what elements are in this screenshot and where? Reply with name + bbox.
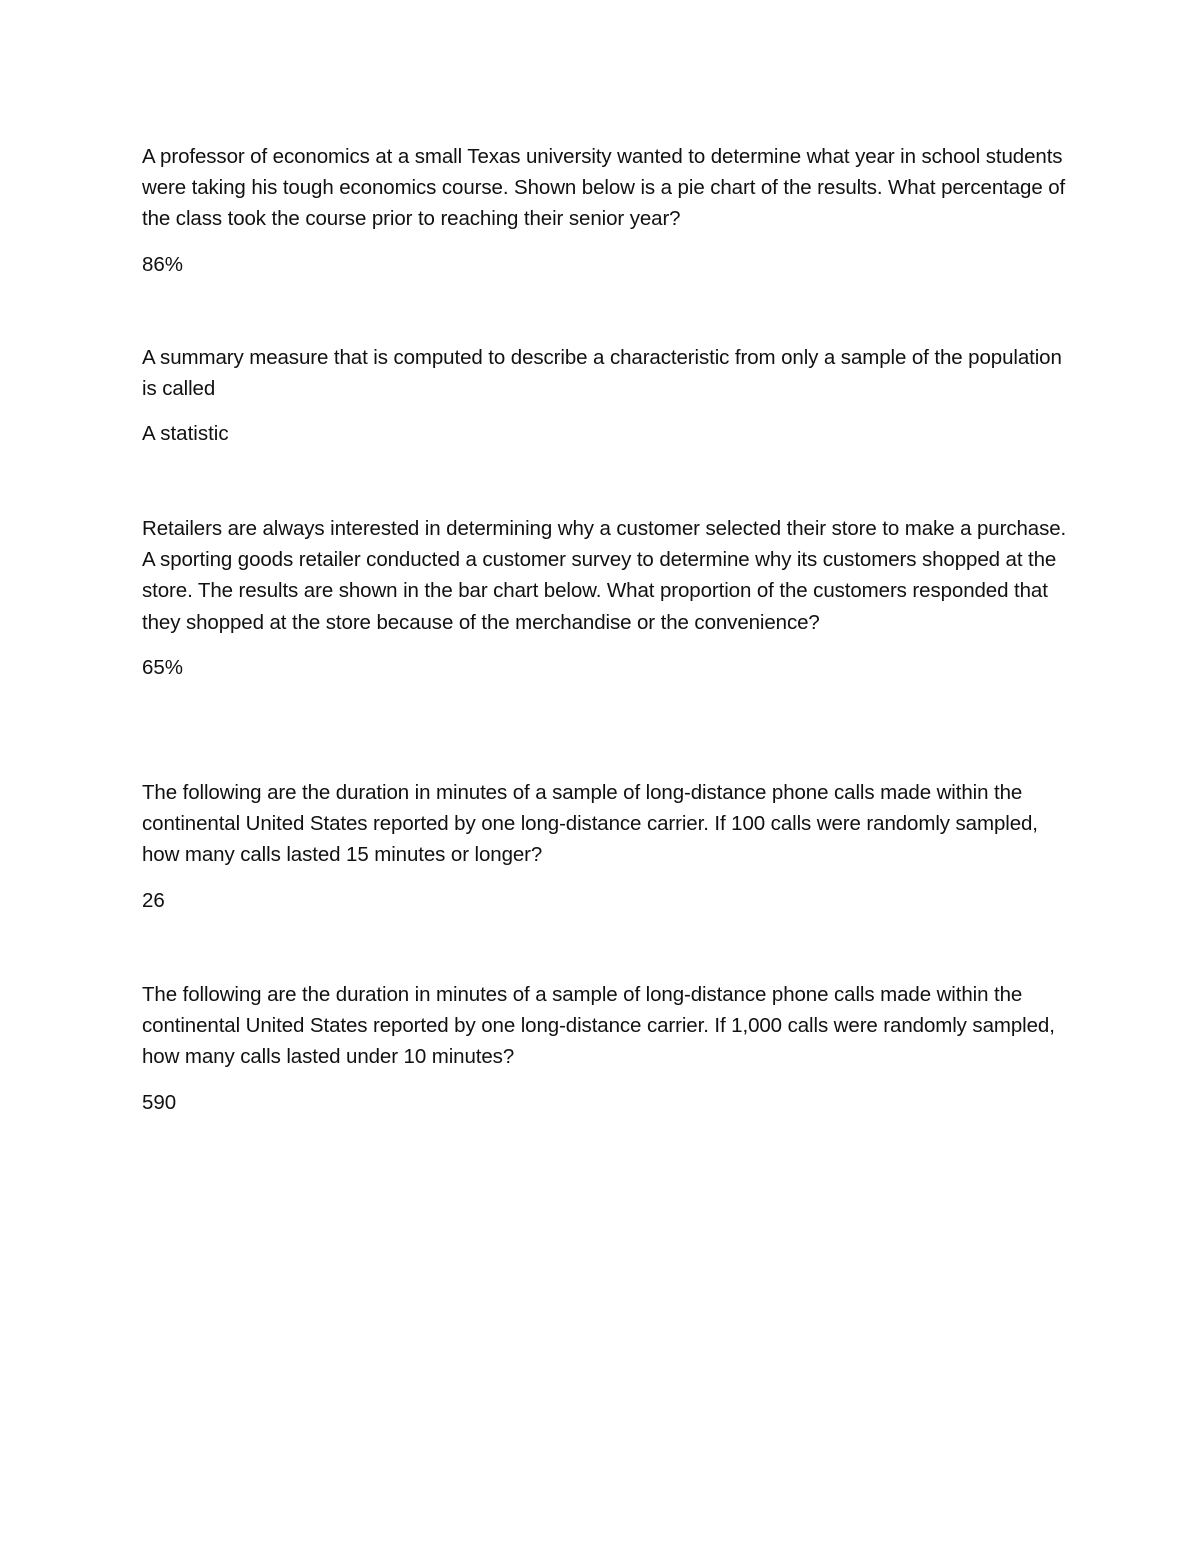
question-block: [142, 979, 1067, 1118]
answer-text: 86%: [142, 252, 184, 276]
question-text: The following are the duration in minutes of a sample of long-distance phone calls made within the continental United States reported by one long-distance carrier. If 1,000 calls were randomly sampled, how many calls lasted under 10 minutes?: [142, 983, 1055, 1069]
answer-text: 65%: [142, 655, 184, 679]
question-text: A summary measure that is computed to describe a characteristic from only a sample of the population is called: [142, 346, 1062, 401]
answer-text: A statistic: [142, 422, 229, 446]
answer-text: 590: [142, 1090, 177, 1114]
question-text: Retailers are always interested in determining why a customer selected their store to make a purchase. A sporting goods retailer conducted a customer survey to determine why its customers shopped at the store. The results are shown in the bar chart below. What proportion of the customers responded that they shopped at the store because of the merchandise or the convenience?: [142, 517, 1067, 634]
question-block: [142, 513, 1067, 683]
question-block: [142, 777, 1067, 916]
question-text: A professor of economics at a small Texas university wanted to determine what year in school students were taking his tough economics course. Shown below is a pie chart of the results. What percentage of the class took the course prior to reaching their senior year?: [142, 145, 1066, 231]
answer-text: 26: [142, 888, 165, 912]
question-text: The following are the duration in minutes of a sample of long-distance phone calls made within the continental United States reported by one long-distance carrier. If 100 calls were randomly sampled, how many calls lasted 15 minutes or longer?: [142, 781, 1038, 867]
question-block: [142, 342, 1067, 449]
question-block: [142, 141, 1067, 280]
